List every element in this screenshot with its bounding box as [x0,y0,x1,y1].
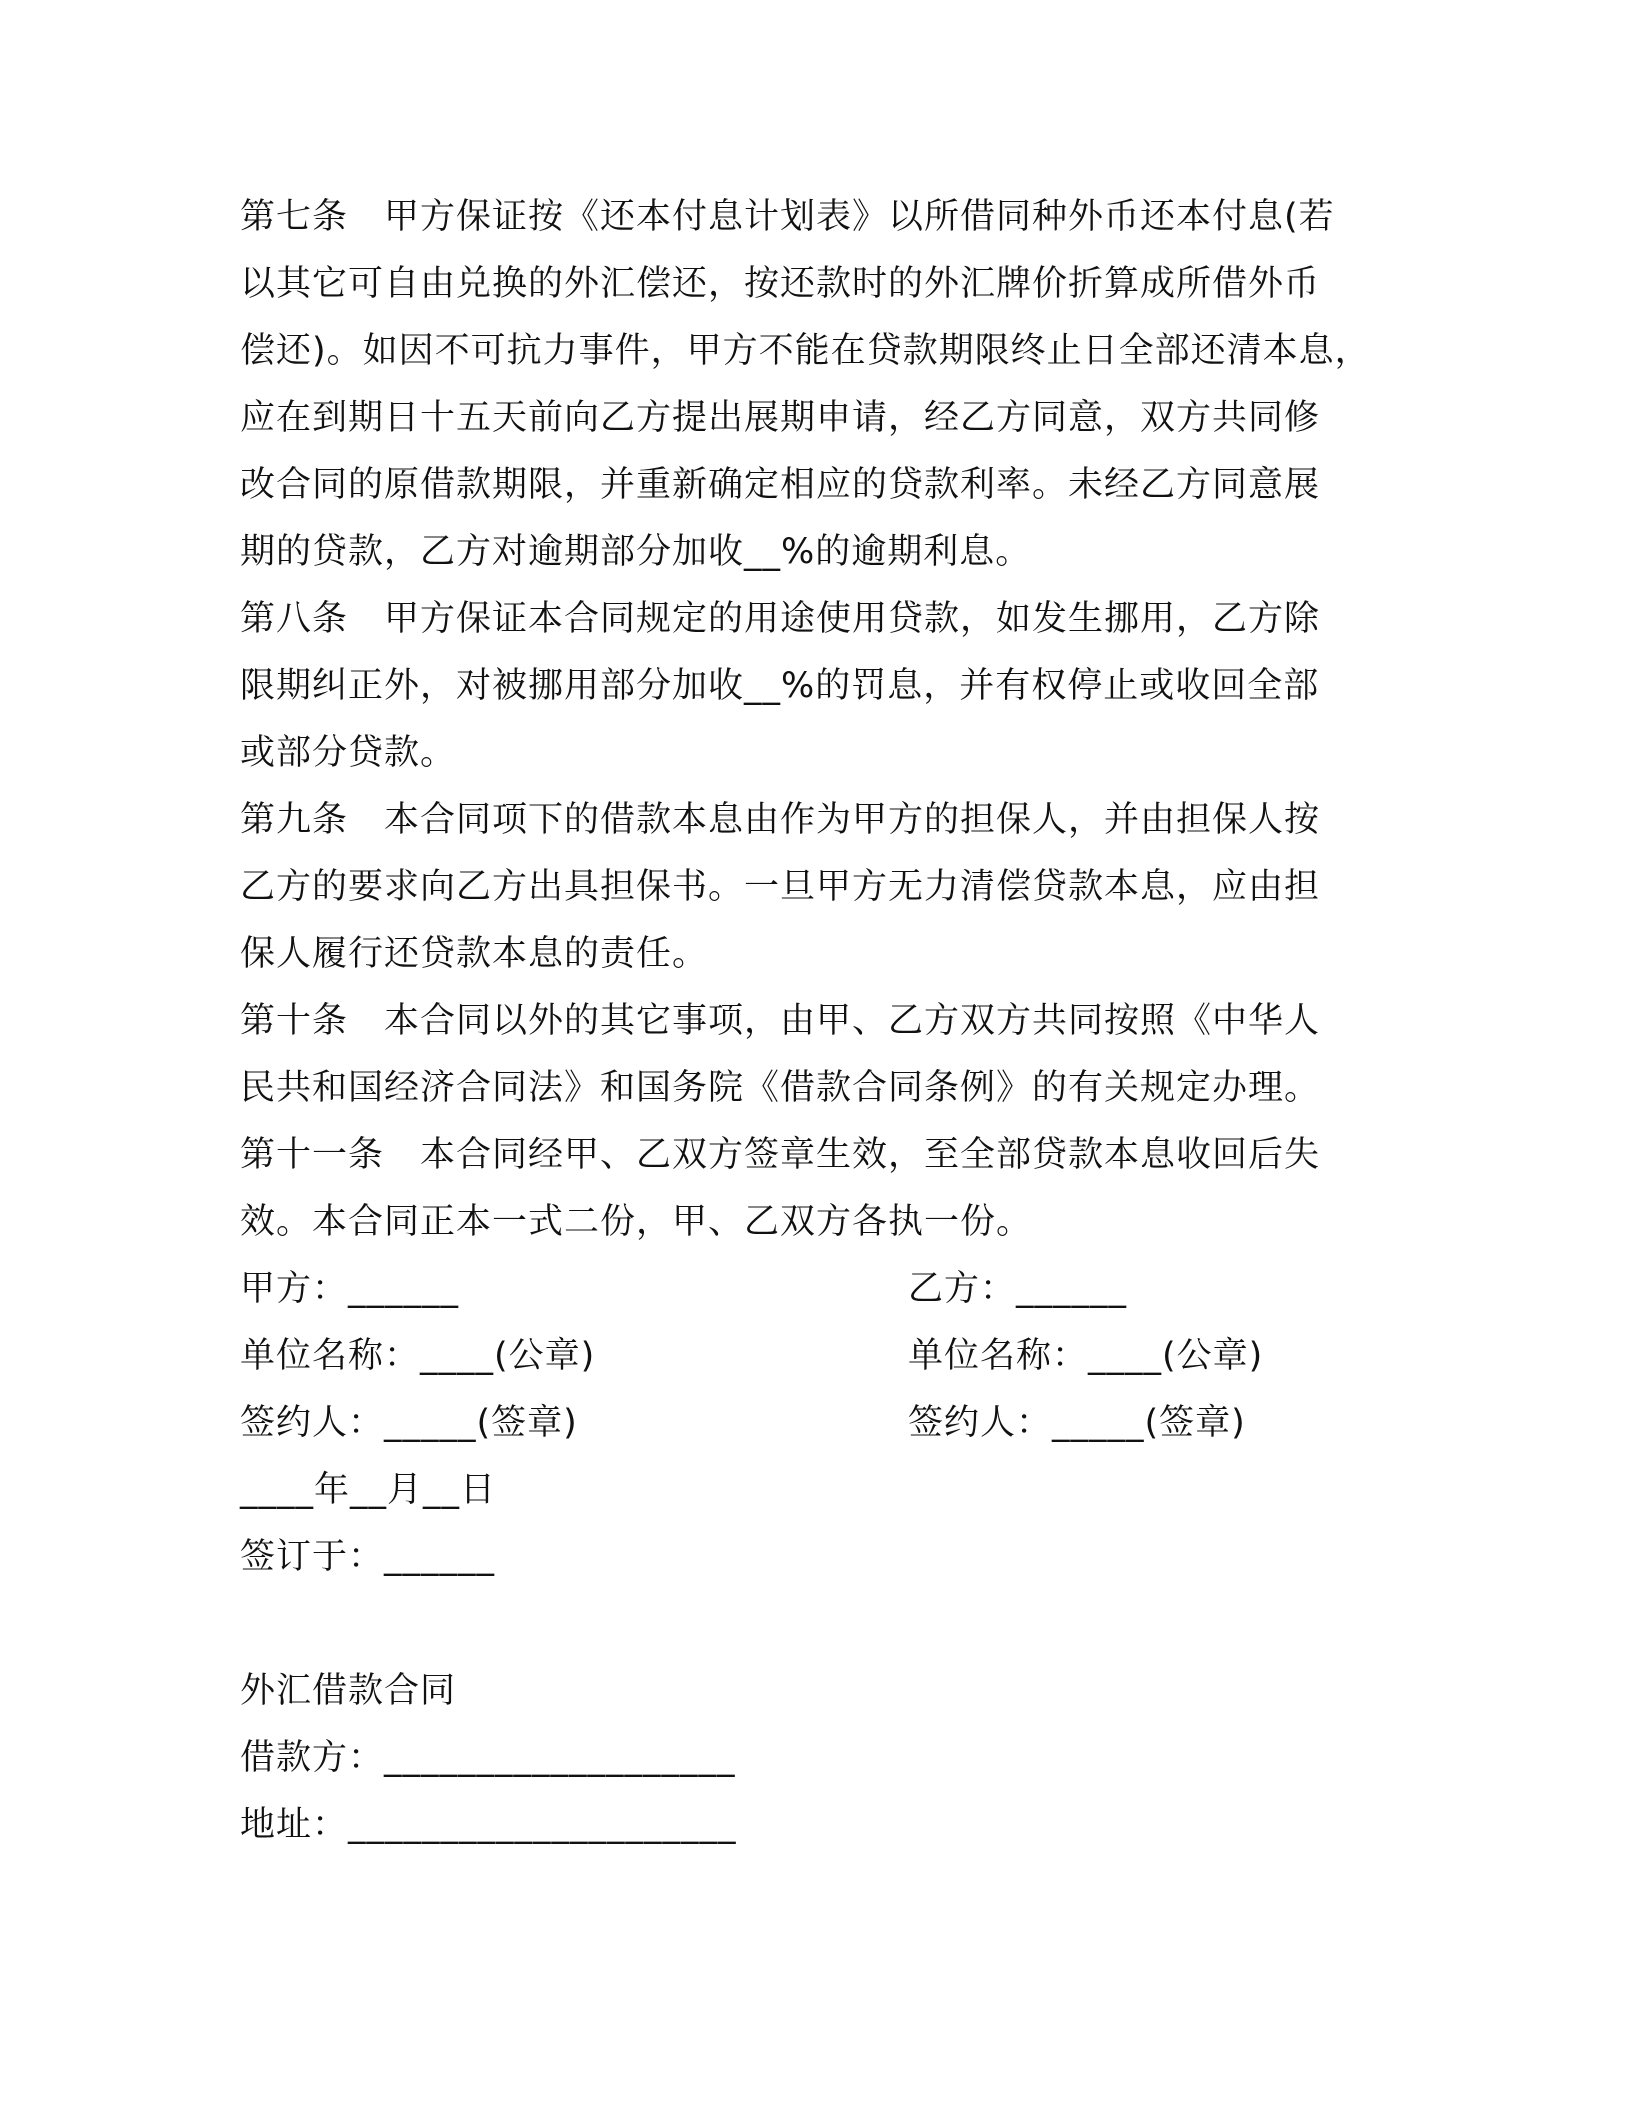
signature-row-signer [240,1390,1380,1457]
signature-row-party [240,1256,1380,1323]
signed-at-field: 签订于：______ [240,1537,496,1577]
article-line: 保人履行还贷款本息的责任。 [240,934,709,974]
section-spacer [240,1591,1380,1658]
unit-b-field: 单位名称：____(公章) [908,1336,1264,1376]
unit-a-field: 单位名称：____(公章) [240,1336,596,1376]
signer-a-field: 签约人：_____(签章) [240,1403,578,1443]
signature-row-unit [240,1323,1380,1390]
article-7 [240,184,1380,586]
party-b-field: 乙方：______ [908,1269,1128,1309]
article-line: 民共和国经济合同法》和国务院《借款合同条例》的有关规定办理。 [240,1068,1321,1108]
article-line: 第八条 甲方保证本合同规定的用途使用贷款，如发生挪用，乙方除 [240,599,1321,639]
article-11 [240,1122,1380,1256]
borrower-field: 借款方：___________________ [240,1738,736,1778]
party-a-field: 甲方：______ [240,1269,460,1309]
article-line: 乙方的要求向乙方出具担保书。一旦甲方无力清偿贷款本息，应由担 [240,867,1321,907]
signature-block [240,1256,1380,1591]
article-line: 以其它可自由兑换的外汇偿还，按还款时的外汇牌价折算成所借外币 [240,264,1321,304]
article-line: 第十条 本合同以外的其它事项，由甲、乙方双方共同按照《中华人 [240,1001,1321,1041]
article-line: 偿还)。如因不可抗力事件，甲方不能在贷款期限终止日全部还清本息， [240,331,1371,371]
article-line: 限期纠正外，对被挪用部分加收__%的罚息，并有权停止或收回全部 [240,666,1320,706]
address-field: 地址：_____________________ [240,1805,737,1845]
article-line: 改合同的原借款期限，并重新确定相应的贷款利率。未经乙方同意展 [240,465,1321,505]
article-line: 第十一条 本合同经甲、乙双方签章生效，至全部贷款本息收回后失 [240,1135,1321,1175]
document-page [240,184,1380,1859]
date-field: ____年__月__日 [240,1470,497,1510]
article-9 [240,787,1380,988]
article-8 [240,586,1380,787]
article-line: 期的贷款，乙方对逾期部分加收__%的逾期利息。 [240,532,1032,572]
article-10 [240,988,1380,1122]
article-line: 第七条 甲方保证按《还本付息计划表》以所借同种外币还本付息(若 [240,197,1335,237]
article-line: 效。本合同正本一式二份，甲、乙双方各执一份。 [240,1202,1033,1242]
next-contract [240,1658,1380,1859]
article-line: 或部分贷款。 [240,733,457,773]
signer-b-field: 签约人：_____(签章) [908,1403,1246,1443]
contract-title: 外汇借款合同 [240,1671,457,1711]
article-line: 第九条 本合同项下的借款本息由作为甲方的担保人，并由担保人按 [240,800,1321,840]
article-line: 应在到期日十五天前向乙方提出展期申请，经乙方同意，双方共同修 [240,398,1321,438]
